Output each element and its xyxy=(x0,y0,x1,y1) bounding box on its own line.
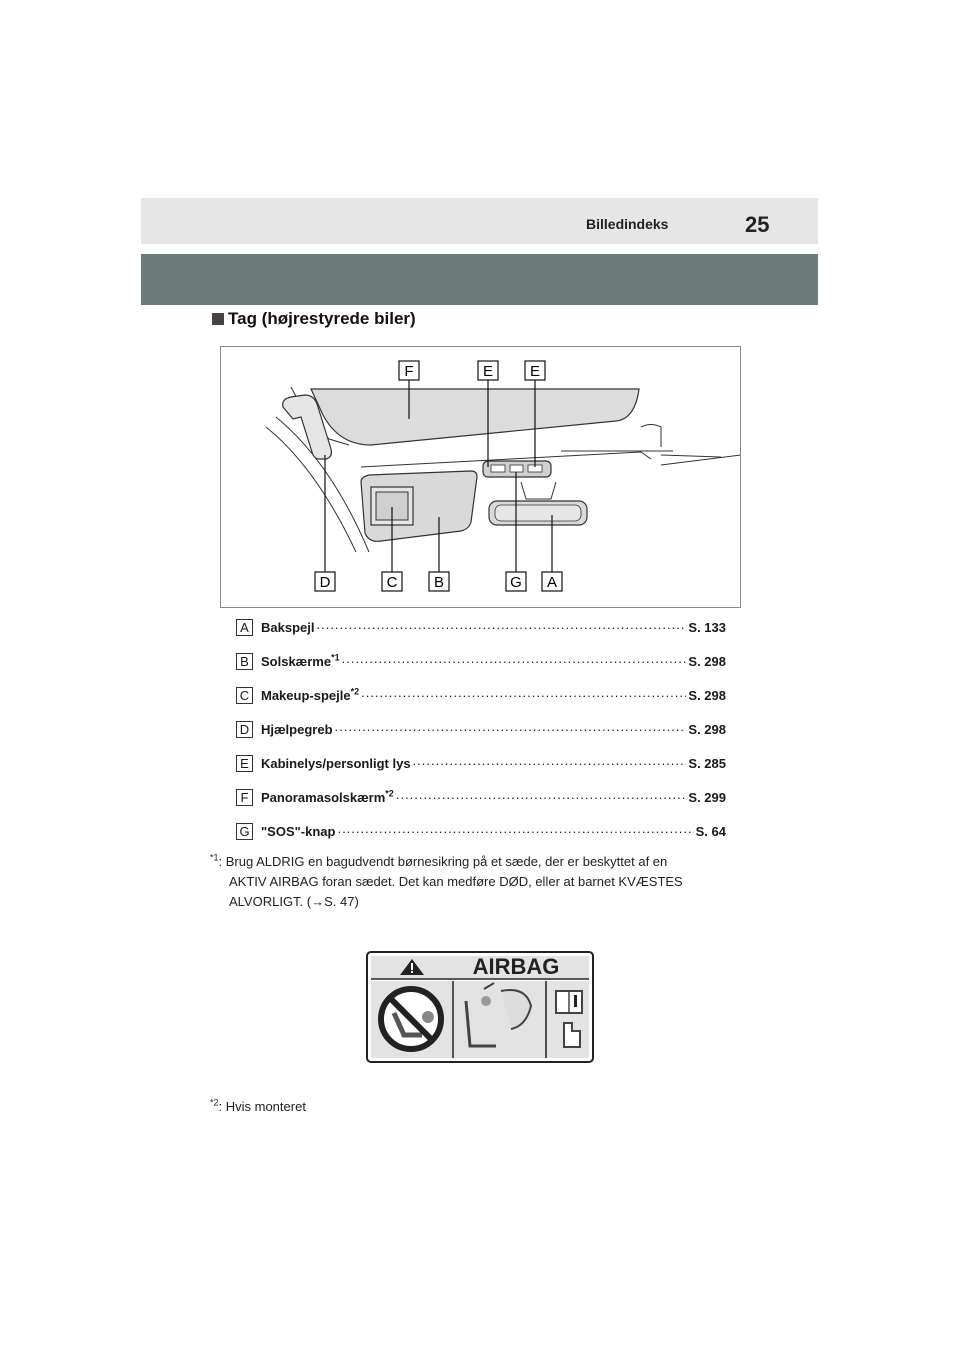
leader-dots xyxy=(413,753,687,768)
index-key: G xyxy=(236,823,253,840)
index-label: Panoramasolskærm$^{*2}$ xyxy=(261,788,394,805)
footnote-marker: *1 xyxy=(210,853,219,863)
callout-label-e: E xyxy=(482,363,494,380)
index-row[interactable] xyxy=(236,616,726,638)
footnote-marker: *2 xyxy=(210,1098,219,1108)
roof-illustration xyxy=(220,346,741,608)
mirror-stem xyxy=(521,482,556,499)
leader-dots xyxy=(361,685,686,700)
leader-dots xyxy=(342,651,687,666)
index-key: B xyxy=(236,653,253,670)
callout-label-e: E xyxy=(529,363,541,380)
index-page-ref[interactable]: S. 133 xyxy=(688,619,726,635)
no-child-seat-icon xyxy=(381,989,441,1049)
leader-dots xyxy=(396,787,687,802)
airbag-label-drawing xyxy=(366,951,594,1063)
header-dark-band xyxy=(141,254,818,305)
index-page-ref[interactable]: S. 298 xyxy=(688,653,726,669)
index-label: Makeup-spejle$^{*2}$ xyxy=(261,686,360,703)
roof-drawing xyxy=(221,347,740,607)
index-row[interactable] xyxy=(236,684,726,706)
section-title: Billedindeks xyxy=(586,216,669,232)
index-label: "SOS"-knap xyxy=(261,823,336,839)
personal-light-left xyxy=(491,465,505,472)
bullet-square-icon xyxy=(212,313,224,325)
airbag-warning-label xyxy=(366,951,594,1063)
leader-dots xyxy=(316,617,686,632)
index-label: Bakspejl xyxy=(261,619,315,635)
footnote-1 xyxy=(210,848,683,912)
index-row[interactable] xyxy=(236,718,726,740)
index-label: Hjælpegreb xyxy=(261,721,333,737)
footnote-text: : Hvis monteret xyxy=(218,1099,306,1115)
footnote-text: : Brug ALDRIG en bagudvendt børnesikring på et sæde, der er beskyttet af en xyxy=(218,854,668,870)
index-key: E xyxy=(236,755,253,772)
leader-dots xyxy=(335,719,687,734)
callout-label-f: F xyxy=(404,363,414,380)
index-page-ref[interactable]: S. 298 xyxy=(688,687,726,703)
callout-label-g: G xyxy=(510,574,522,591)
footnote-2 xyxy=(210,1093,306,1117)
index-key: C xyxy=(236,687,253,704)
index-label: Solskærme$^{*1}$ xyxy=(261,652,340,669)
index-row[interactable] xyxy=(236,650,726,672)
index-page-ref[interactable]: S. 285 xyxy=(688,755,726,771)
roof-line xyxy=(661,455,721,457)
roof-line xyxy=(641,425,661,448)
index-page-ref[interactable]: S. 64 xyxy=(695,823,726,839)
rear-view-mirror-glass xyxy=(495,505,581,521)
callout-label-d: D xyxy=(319,574,331,591)
footnote-text: AKTIV AIRBAG foran sædet. Det kan medføre DØD, eller at barnet KVÆSTES xyxy=(229,874,683,890)
index-page-ref[interactable]: S. 299 xyxy=(688,789,726,805)
index-key: F xyxy=(236,789,253,806)
callout-label-a: A xyxy=(546,574,558,591)
header-band xyxy=(141,198,818,244)
airbag-title: AIRBAG xyxy=(472,954,560,979)
index-row[interactable] xyxy=(236,820,726,842)
page-number: 25 xyxy=(745,212,770,237)
index-label: Kabinelys/personligt lys xyxy=(261,755,411,771)
index-row[interactable] xyxy=(236,786,726,808)
index-page-ref[interactable]: S. 298 xyxy=(688,721,726,737)
callout-label-c: C xyxy=(386,574,398,591)
leader-dots xyxy=(337,821,693,836)
index-key: A xyxy=(236,619,253,636)
section-heading xyxy=(212,309,416,329)
index-row[interactable] xyxy=(236,752,726,774)
heading-text: Tag (højrestyrede biler) xyxy=(228,309,416,328)
sos-button-shape xyxy=(510,465,523,472)
index-key: D xyxy=(236,721,253,738)
panorama-sunshade-shape xyxy=(311,389,639,445)
footnote-text: ALVORLIGT. (→S. 47) xyxy=(229,894,359,910)
callout-label-b: B xyxy=(433,574,445,591)
